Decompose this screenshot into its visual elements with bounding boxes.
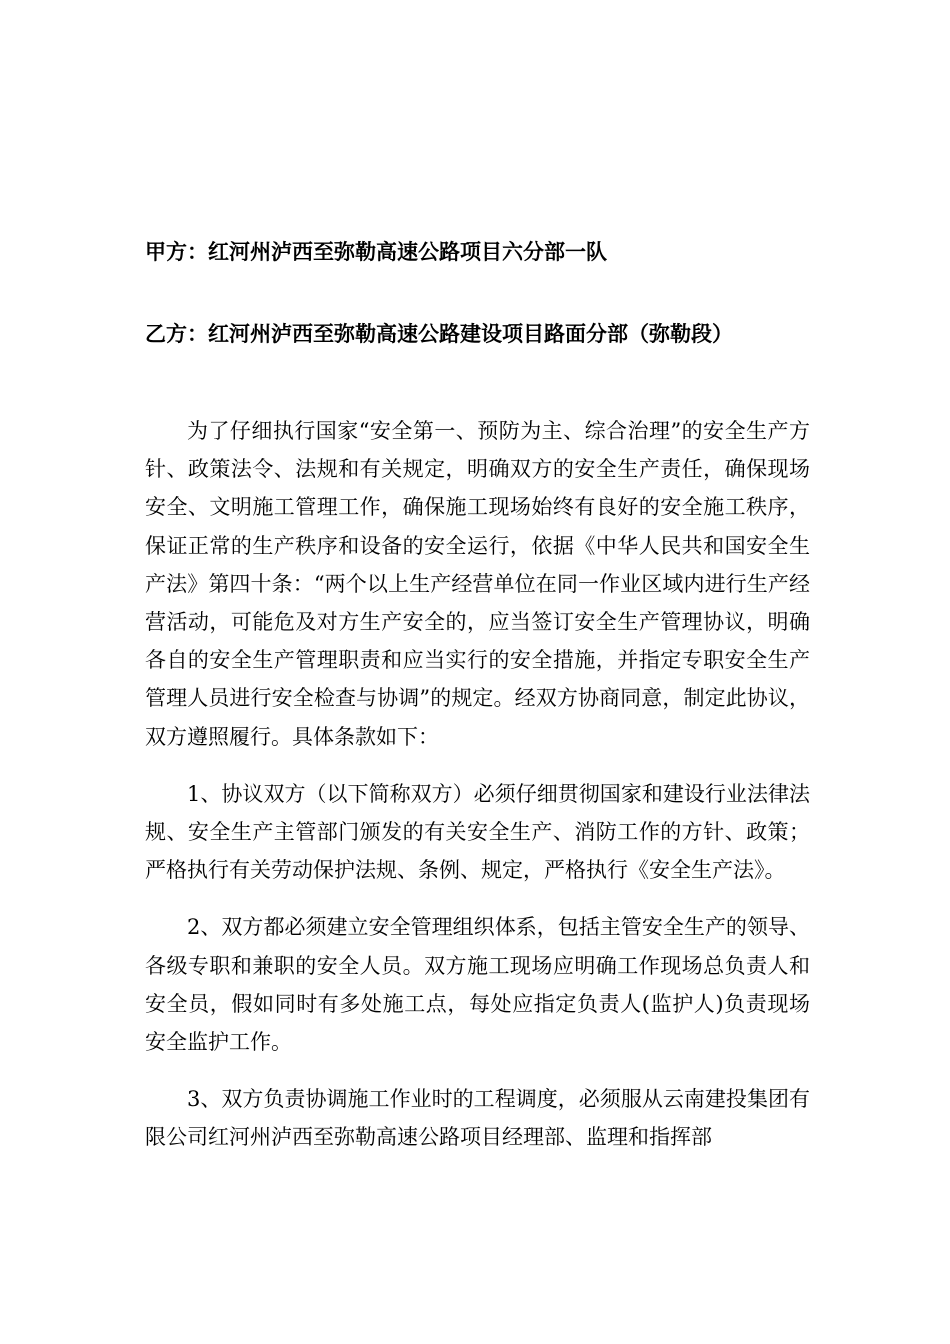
preamble-paragraph: 为了仔细执行国家“安全第一、预防为主、综合治理”的安全生产方针、政策法令、法规和有关规定，明确双方的安全生产责任，确保现场安全、文明施工管理工作，确保施工现场始终有良好的安全施工秩序，保证正常的生产秩序和设备的安全运行，依据《中华人民共和国安全生产法》第四十条：“两个以上生产经营单位在同一作业区域内进行生产经营活动，可能危及对方生产安全的，应当签订安全生产管理协议，明确各自的安全生产管理职责和应当实行的安全措施，并指定专职安全生产管理人员进行安全检查与协调”的规定。经双方协商同意，制定此协议，双方遵照履行。具体条款如下： (145, 419, 810, 749)
clause-1-paragraph: 1、协议双方（以下简称双方）必须仔细贯彻国家和建设行业法律法规、安全生产主管部门颁发的有关安全生产、消防工作的方针、政策；严格执行有关劳动保护法规、条例、规定，严格执行《安全生产法》。 (145, 781, 810, 883)
party-a-line: 甲方：红河州泸西至弥勒高速公路项目六分部一队 (145, 240, 607, 264)
party-b-line: 乙方：红河州泸西至弥勒高速公路建设项目路面分部（弥勒段） (145, 322, 733, 346)
clause-3-paragraph: 3、双方负责协调施工作业时的工程调度，必须服从云南建投集团有限公司红河州泸西至弥勒高速公路项目经理部、监理和指挥部 (145, 1087, 810, 1150)
agreement-body (145, 412, 810, 1176)
clause-2-paragraph: 2、双方都必须建立安全管理组织体系，包括主管安全生产的领导、各级专职和兼职的安全人员。双方施工现场应明确工作现场总负责人和安全员，假如同时有多处施工点，每处应指定负责人(监护人)负责现场安全监护工作。 (145, 915, 810, 1055)
